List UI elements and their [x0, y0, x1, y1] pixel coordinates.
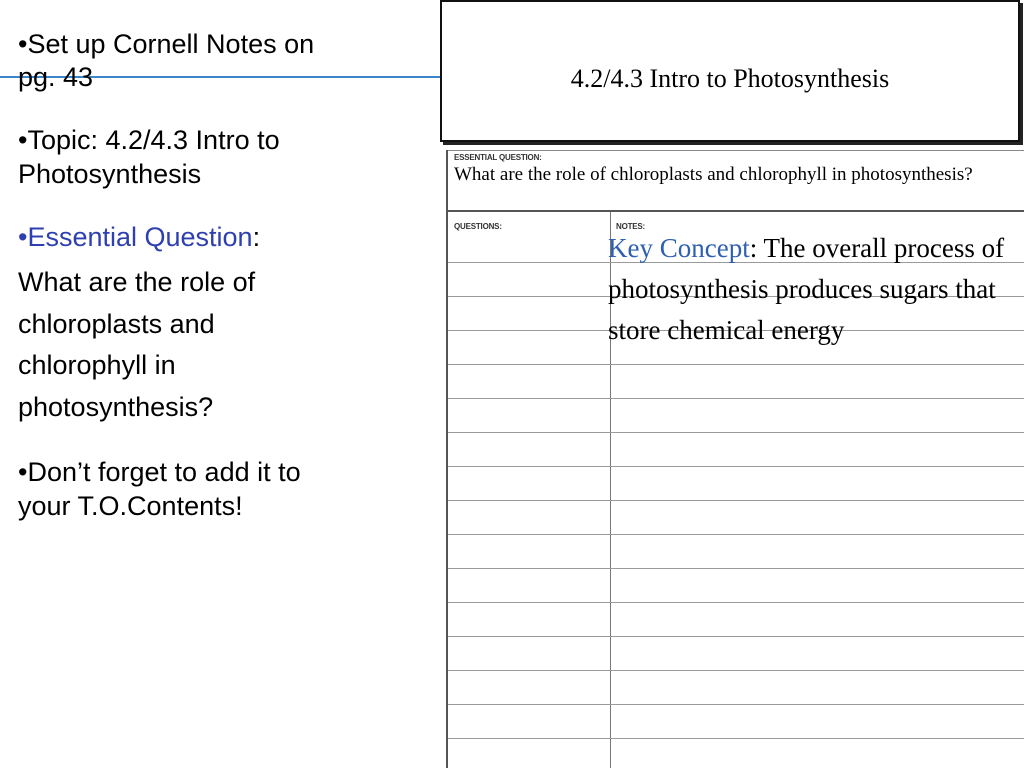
ruled-line — [448, 704, 1024, 705]
ruled-line — [448, 568, 1024, 569]
ruled-line — [448, 500, 1024, 501]
essential-question-strip — [448, 150, 1024, 212]
bullet-column — [18, 28, 428, 553]
bullet-line: pg. 43 — [18, 62, 94, 93]
bullet-line: •Don’t forget to add it to — [18, 457, 301, 488]
essential-question-colon: : — [252, 221, 261, 252]
bullet-line: your T.O.Contents! — [18, 490, 243, 521]
ruled-line — [448, 466, 1024, 467]
bullet-line: •Set up Cornell Notes on — [18, 29, 315, 59]
key-concept-label: Key Concept — [608, 233, 750, 263]
bullet-essential-question — [18, 221, 428, 429]
ruled-line — [448, 364, 1024, 365]
question-line: chlorophyll in — [18, 350, 176, 381]
question-line: chloroplasts and — [18, 308, 215, 339]
bullet-line: Photosynthesis — [18, 158, 202, 189]
notes-title: 4.2/4.3 Intro to Photosynthesis — [570, 64, 890, 93]
question-line: What are the role of — [18, 267, 256, 298]
ruled-line — [448, 738, 1024, 739]
essential-question-text: What are the role of chloroplasts and chlorophyll in photosynthesis? — [454, 164, 973, 185]
notes-column-label: NOTES: — [616, 222, 646, 231]
notes-title-box — [440, 0, 1020, 142]
bullet-setup-notes — [18, 28, 428, 94]
essential-question-label: •Essential Question — [18, 221, 253, 252]
bullet-line: •Topic: 4.2/4.3 Intro to — [18, 125, 280, 156]
essential-question-tiny-label: ESSENTIAL QUESTION: — [454, 153, 542, 162]
key-concept-note — [608, 228, 1008, 351]
bullet-topic — [18, 124, 428, 190]
question-line: photosynthesis? — [18, 391, 214, 422]
questions-column-label: QUESTIONS: — [454, 222, 502, 231]
ruled-line — [448, 636, 1024, 637]
key-concept-text: : The overall process of photosynthesis produces sugars that store chemical energy — [608, 233, 1005, 345]
ruled-line — [448, 398, 1024, 399]
ruled-line — [448, 602, 1024, 603]
essential-question-heading — [18, 221, 428, 254]
ruled-line — [448, 432, 1024, 433]
essential-question-body — [18, 262, 428, 428]
ruled-line — [448, 534, 1024, 535]
ruled-line — [448, 670, 1024, 671]
bullet-toc-reminder — [18, 456, 428, 522]
